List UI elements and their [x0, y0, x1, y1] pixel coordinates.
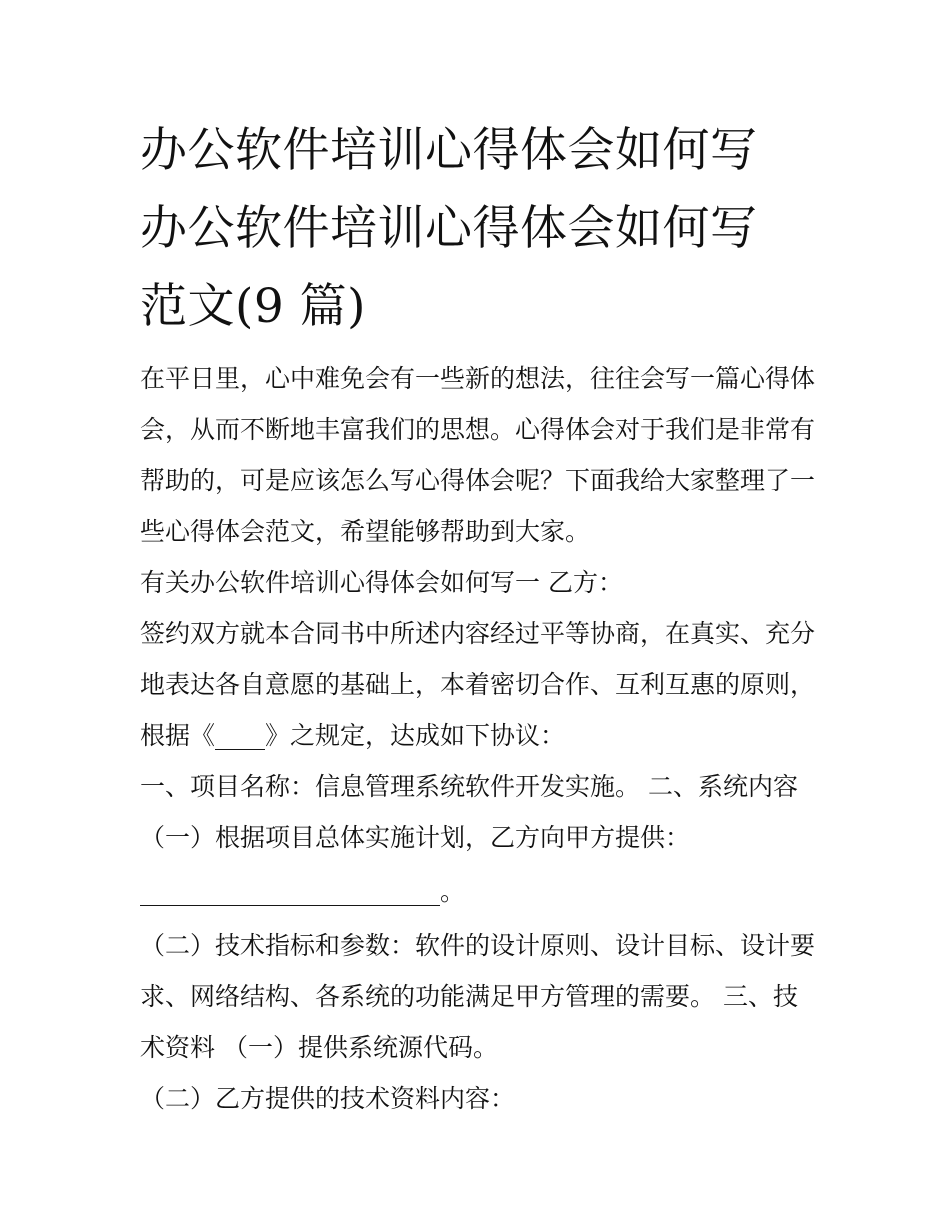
body-line: （二）技术指标和参数：软件的设计原则、设计目标、设计要 — [140, 931, 816, 960]
title-line: 办公软件培训心得体会如何写 — [140, 201, 758, 256]
body-line: 些心得体会范文，希望能够帮助到大家。 — [140, 517, 591, 546]
body-line: 求、网络结构、各系统的功能满足甲方管理的需要。 三、技 — [140, 982, 798, 1011]
body-line: 签约双方就本合同书中所述内容经过平等协商，在真实、充分 — [140, 619, 816, 648]
document-title — [140, 112, 830, 346]
body-line: 会，从而不断地丰富我们的思想。心得体会对于我们是非常有 — [140, 415, 816, 444]
body-line: 在平日里，心中难免会有一些新的想法，往往会写一篇心得体 — [140, 364, 816, 393]
body-line: ________________________。 — [140, 877, 466, 906]
title-line: 办公软件培训心得体会如何写 — [140, 123, 758, 178]
body-line: （一）根据项目总体实施计划，乙方向甲方提供： — [140, 823, 691, 852]
body-line: 根据《____》之规定，达成如下协议： — [140, 721, 566, 750]
document-body — [140, 353, 830, 1124]
body-line: （二）乙方提供的技术资料内容： — [140, 1084, 516, 1113]
title-line: 范文(9 篇) — [140, 279, 367, 334]
body-line: 一、项目名称：信息管理系统软件开发实施。 二、系统内容 — [140, 772, 798, 801]
body-line: 地表达各自意愿的基础上，本着密切合作、互利互惠的原则， — [140, 670, 816, 699]
body-line: 帮助的，可是应该怎么写心得体会呢？下面我给大家整理了一 — [140, 466, 816, 495]
body-line: 有关办公软件培训心得体会如何写一 乙方： — [140, 568, 623, 597]
body-line: 术资料 （一）提供系统源代码。 — [140, 1033, 498, 1062]
